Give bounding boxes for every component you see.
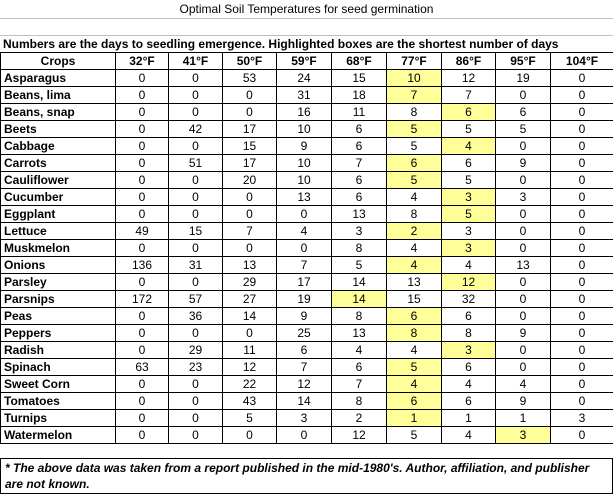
table-body [1,70,613,444]
value-cell[interactable]: 6 [332,359,387,376]
value-cell[interactable]: 63 [116,359,169,376]
value-cell[interactable]: 172 [116,291,169,308]
value-cell[interactable]: 0 [277,427,332,444]
value-cell[interactable]: 0 [551,342,613,359]
value-cell[interactable]: 0 [496,240,551,257]
value-cell[interactable]: 0 [223,206,277,223]
crop-name-cell[interactable]: Asparagus [1,70,116,87]
value-cell[interactable]: 1 [496,410,551,427]
value-cell[interactable]: 14 [332,274,387,291]
value-cell[interactable]: 13 [332,206,387,223]
value-cell[interactable]: 8 [332,393,387,410]
value-cell[interactable]: 0 [169,274,223,291]
crop-name-cell[interactable]: Carrots [1,155,116,172]
value-cell[interactable]: 0 [169,325,223,342]
column-header-temp[interactable]: 95°F [496,53,551,70]
value-cell[interactable]: 0 [551,257,613,274]
value-cell[interactable]: 36 [169,308,223,325]
table-row [1,291,613,308]
value-cell[interactable]: 13 [496,257,551,274]
value-cell[interactable]: 9 [496,155,551,172]
value-cell[interactable]: 10 [277,121,332,138]
value-cell[interactable]: 14 [277,393,332,410]
highlighted-value-cell[interactable]: 6 [387,155,442,172]
table-row [1,359,613,376]
value-cell[interactable]: 5 [496,121,551,138]
value-cell[interactable]: 5 [387,138,442,155]
crop-name-cell[interactable]: Parsley [1,274,116,291]
header-row [1,53,613,70]
table-row [1,138,613,155]
value-cell[interactable]: 0 [116,155,169,172]
value-cell[interactable]: 53 [223,70,277,87]
value-cell[interactable]: 9 [277,308,332,325]
table-row [1,155,613,172]
value-cell[interactable]: 6 [442,359,496,376]
crop-name-cell[interactable]: Cucumber [1,189,116,206]
table-row [1,410,613,427]
highlighted-value-cell[interactable]: 6 [442,104,496,121]
value-cell[interactable]: 17 [223,155,277,172]
crop-name-cell[interactable]: Muskmelon [1,240,116,257]
value-cell[interactable]: 0 [223,87,277,104]
value-cell[interactable]: 4 [387,342,442,359]
value-cell[interactable]: 0 [116,342,169,359]
value-cell[interactable]: 0 [551,325,613,342]
value-cell[interactable]: 8 [387,104,442,121]
value-cell[interactable]: 5 [332,257,387,274]
value-cell[interactable]: 9 [496,325,551,342]
value-cell[interactable]: 0 [169,104,223,121]
value-cell[interactable]: 0 [551,172,613,189]
value-cell[interactable]: 4 [442,257,496,274]
value-cell[interactable]: 9 [496,393,551,410]
highlighted-value-cell[interactable]: 3 [442,189,496,206]
value-cell[interactable]: 13 [277,189,332,206]
column-header-temp[interactable]: 104°F [551,53,613,70]
value-cell[interactable]: 6 [332,189,387,206]
value-cell[interactable]: 0 [551,138,613,155]
value-cell[interactable]: 0 [116,206,169,223]
highlighted-value-cell[interactable]: 6 [387,393,442,410]
value-cell[interactable]: 3 [332,223,387,240]
value-cell[interactable]: 5 [223,410,277,427]
crop-name-cell[interactable]: Lettuce [1,223,116,240]
value-cell[interactable]: 7 [277,359,332,376]
value-cell[interactable]: 10 [277,155,332,172]
table-row [1,308,613,325]
value-cell[interactable]: 11 [223,342,277,359]
column-header-temp[interactable]: 32°F [116,53,169,70]
value-cell[interactable]: 3 [551,410,613,427]
value-cell[interactable]: 42 [169,121,223,138]
value-cell[interactable]: 12 [223,359,277,376]
value-cell[interactable]: 15 [169,223,223,240]
value-cell[interactable]: 0 [551,189,613,206]
value-cell[interactable]: 12 [332,427,387,444]
value-cell[interactable]: 32 [442,291,496,308]
value-cell[interactable]: 7 [277,257,332,274]
column-header-temp[interactable]: 77°F [387,53,442,70]
value-cell[interactable]: 0 [116,240,169,257]
value-cell[interactable]: 43 [223,393,277,410]
table-row [1,172,613,189]
table-row [1,257,613,274]
value-cell[interactable]: 6 [332,138,387,155]
value-cell[interactable]: 6 [442,393,496,410]
value-cell[interactable]: 13 [387,274,442,291]
value-cell[interactable]: 7 [223,223,277,240]
value-cell[interactable]: 0 [116,70,169,87]
value-cell[interactable]: 0 [496,223,551,240]
value-cell[interactable]: 0 [551,274,613,291]
value-cell[interactable]: 8 [387,206,442,223]
value-cell[interactable]: 31 [169,257,223,274]
value-cell[interactable]: 0 [551,223,613,240]
column-header-temp[interactable]: 68°F [332,53,387,70]
value-cell[interactable]: 0 [551,308,613,325]
value-cell[interactable]: 0 [551,155,613,172]
highlighted-value-cell[interactable]: 5 [442,206,496,223]
value-cell[interactable]: 0 [496,138,551,155]
column-header-temp[interactable]: 50°F [223,53,277,70]
value-cell[interactable]: 0 [496,172,551,189]
highlighted-value-cell[interactable]: 12 [442,274,496,291]
value-cell[interactable]: 6 [277,342,332,359]
value-cell[interactable]: 0 [116,376,169,393]
crop-name-cell[interactable]: Spinach [1,359,116,376]
highlighted-value-cell[interactable]: 5 [387,359,442,376]
highlighted-value-cell[interactable]: 10 [387,70,442,87]
empty-row [0,18,613,36]
value-cell[interactable]: 57 [169,291,223,308]
value-cell[interactable]: 4 [387,240,442,257]
value-cell[interactable]: 0 [169,393,223,410]
crop-name-cell[interactable]: Cabbage [1,138,116,155]
value-cell[interactable]: 3 [442,223,496,240]
highlighted-value-cell[interactable]: 2 [387,223,442,240]
value-cell[interactable]: 0 [496,359,551,376]
table-row [1,121,613,138]
value-cell[interactable]: 18 [332,87,387,104]
value-cell[interactable]: 4 [332,342,387,359]
value-cell[interactable]: 0 [277,240,332,257]
value-cell[interactable]: 11 [332,104,387,121]
value-cell[interactable]: 4 [496,376,551,393]
table-row [1,376,613,393]
footnote: * The above data was taken from a report published in the mid-1980's. Author, affiliation, and publisher are not known. [0,458,613,494]
value-cell[interactable]: 31 [277,87,332,104]
value-cell[interactable]: 0 [551,240,613,257]
value-cell[interactable]: 6 [332,121,387,138]
crop-name-cell[interactable]: Peas [1,308,116,325]
value-cell[interactable]: 0 [116,427,169,444]
value-cell[interactable]: 8 [442,325,496,342]
value-cell[interactable]: 0 [551,376,613,393]
crop-name-cell[interactable]: Beans, snap [1,104,116,121]
value-cell[interactable]: 0 [169,70,223,87]
value-cell[interactable]: 0 [116,121,169,138]
value-cell[interactable]: 0 [496,87,551,104]
value-cell[interactable]: 0 [551,104,613,121]
value-cell[interactable]: 0 [496,308,551,325]
value-cell[interactable]: 24 [277,70,332,87]
value-cell[interactable]: 15 [332,70,387,87]
value-cell[interactable]: 0 [116,138,169,155]
value-cell[interactable]: 13 [223,257,277,274]
crop-name-cell[interactable]: Parsnips [1,291,116,308]
value-cell[interactable]: 0 [551,87,613,104]
value-cell[interactable]: 0 [277,206,332,223]
column-header-temp[interactable]: 41°F [169,53,223,70]
table-row [1,70,613,87]
crop-name-cell[interactable]: Watermelon [1,427,116,444]
value-cell[interactable]: 25 [277,325,332,342]
value-cell[interactable]: 5 [387,427,442,444]
value-cell[interactable]: 17 [223,121,277,138]
value-cell[interactable]: 4 [277,223,332,240]
germination-table [0,52,613,444]
crop-name-cell[interactable]: Peppers [1,325,116,342]
value-cell[interactable]: 3 [496,189,551,206]
crop-name-cell[interactable]: Onions [1,257,116,274]
column-header-temp[interactable]: 86°F [442,53,496,70]
value-cell[interactable]: 4 [442,427,496,444]
highlighted-value-cell[interactable]: 8 [387,325,442,342]
value-cell[interactable]: 0 [223,325,277,342]
value-cell[interactable]: 12 [442,70,496,87]
value-cell[interactable]: 19 [277,291,332,308]
table-row [1,325,613,342]
value-cell[interactable]: 0 [496,206,551,223]
column-header-crops[interactable]: Crops [1,53,116,70]
table-row [1,189,613,206]
table-row [1,206,613,223]
value-cell[interactable]: 0 [116,274,169,291]
table-row [1,240,613,257]
table-row [1,342,613,359]
crop-name-cell[interactable]: Cauliflower [1,172,116,189]
value-cell[interactable]: 6 [332,172,387,189]
value-cell[interactable]: 0 [116,104,169,121]
value-cell[interactable]: 0 [169,376,223,393]
highlighted-value-cell[interactable]: 6 [387,308,442,325]
value-cell[interactable]: 0 [116,325,169,342]
value-cell[interactable]: 0 [496,342,551,359]
value-cell[interactable]: 0 [169,189,223,206]
table-row [1,393,613,410]
value-cell[interactable]: 0 [223,189,277,206]
value-cell[interactable]: 15 [387,291,442,308]
column-header-temp[interactable]: 59°F [277,53,332,70]
highlighted-value-cell[interactable]: 5 [387,172,442,189]
value-cell[interactable]: 22 [223,376,277,393]
value-cell[interactable]: 0 [116,308,169,325]
value-cell[interactable]: 0 [551,70,613,87]
value-cell[interactable]: 23 [169,359,223,376]
crop-name-cell[interactable]: Beets [1,121,116,138]
value-cell[interactable]: 0 [116,189,169,206]
value-cell[interactable]: 13 [332,325,387,342]
value-cell[interactable]: 0 [496,291,551,308]
value-cell[interactable]: 4 [387,189,442,206]
value-cell[interactable]: 0 [116,87,169,104]
highlighted-value-cell[interactable]: 3 [442,240,496,257]
value-cell[interactable]: 0 [551,427,613,444]
value-cell[interactable]: 0 [169,240,223,257]
value-cell[interactable]: 5 [442,172,496,189]
table-row [1,274,613,291]
value-cell[interactable]: 19 [496,70,551,87]
value-cell[interactable]: 6 [442,308,496,325]
table-row [1,223,613,240]
highlighted-value-cell[interactable]: 7 [387,87,442,104]
highlighted-value-cell[interactable]: 3 [496,427,551,444]
value-cell[interactable]: 3 [277,410,332,427]
value-cell[interactable]: 0 [116,172,169,189]
value-cell[interactable]: 0 [169,410,223,427]
value-cell[interactable]: 0 [169,138,223,155]
value-cell[interactable]: 0 [551,206,613,223]
value-cell[interactable]: 2 [332,410,387,427]
highlighted-value-cell[interactable]: 14 [332,291,387,308]
value-cell[interactable]: 7 [332,155,387,172]
crop-name-cell[interactable]: Tomatoes [1,393,116,410]
value-cell[interactable]: 0 [169,87,223,104]
value-cell[interactable]: 9 [277,138,332,155]
value-cell[interactable]: 0 [169,206,223,223]
value-cell[interactable]: 29 [223,274,277,291]
crop-name-cell[interactable]: Eggplant [1,206,116,223]
value-cell[interactable]: 0 [223,104,277,121]
value-cell[interactable]: 20 [223,172,277,189]
value-cell[interactable]: 0 [551,291,613,308]
value-cell[interactable]: 7 [332,376,387,393]
value-cell[interactable]: 0 [116,410,169,427]
value-cell[interactable]: 49 [116,223,169,240]
value-cell[interactable]: 17 [277,274,332,291]
value-cell[interactable]: 4 [442,376,496,393]
value-cell[interactable]: 0 [223,240,277,257]
value-cell[interactable]: 0 [169,172,223,189]
value-cell[interactable]: 29 [169,342,223,359]
value-cell[interactable]: 0 [551,121,613,138]
crop-name-cell[interactable]: Radish [1,342,116,359]
value-cell[interactable]: 0 [169,427,223,444]
value-cell[interactable]: 16 [277,104,332,121]
value-cell[interactable]: 7 [442,87,496,104]
sheet-note: Numbers are the days to seedling emergence. Highlighted boxes are the shortest number of days [3,37,559,51]
highlighted-value-cell[interactable]: 5 [387,121,442,138]
value-cell[interactable]: 136 [116,257,169,274]
value-cell[interactable]: 51 [169,155,223,172]
table-row [1,427,613,444]
crop-name-cell[interactable]: Turnips [1,410,116,427]
sheet-title: Optimal Soil Temperatures for seed germination [179,2,434,16]
value-cell[interactable]: 12 [277,376,332,393]
value-cell[interactable]: 15 [223,138,277,155]
crop-name-cell[interactable]: Sweet Corn [1,376,116,393]
value-cell[interactable]: 0 [551,359,613,376]
value-cell[interactable]: 6 [496,104,551,121]
highlighted-value-cell[interactable]: 3 [442,342,496,359]
value-cell[interactable]: 0 [223,427,277,444]
value-cell[interactable]: 5 [442,121,496,138]
highlighted-value-cell[interactable]: 1 [387,410,442,427]
value-cell[interactable]: 27 [223,291,277,308]
value-cell[interactable]: 8 [332,240,387,257]
value-cell[interactable]: 10 [277,172,332,189]
highlighted-value-cell[interactable]: 4 [387,376,442,393]
value-cell[interactable]: 0 [551,393,613,410]
value-cell[interactable]: 0 [116,393,169,410]
crop-name-cell[interactable]: Beans, lima [1,87,116,104]
highlighted-value-cell[interactable]: 4 [442,138,496,155]
highlighted-value-cell[interactable]: 4 [387,257,442,274]
value-cell[interactable]: 6 [442,155,496,172]
table-row [1,87,613,104]
value-cell[interactable]: 1 [442,410,496,427]
value-cell[interactable]: 0 [496,274,551,291]
value-cell[interactable]: 14 [223,308,277,325]
table-row [1,104,613,121]
value-cell[interactable]: 8 [332,308,387,325]
